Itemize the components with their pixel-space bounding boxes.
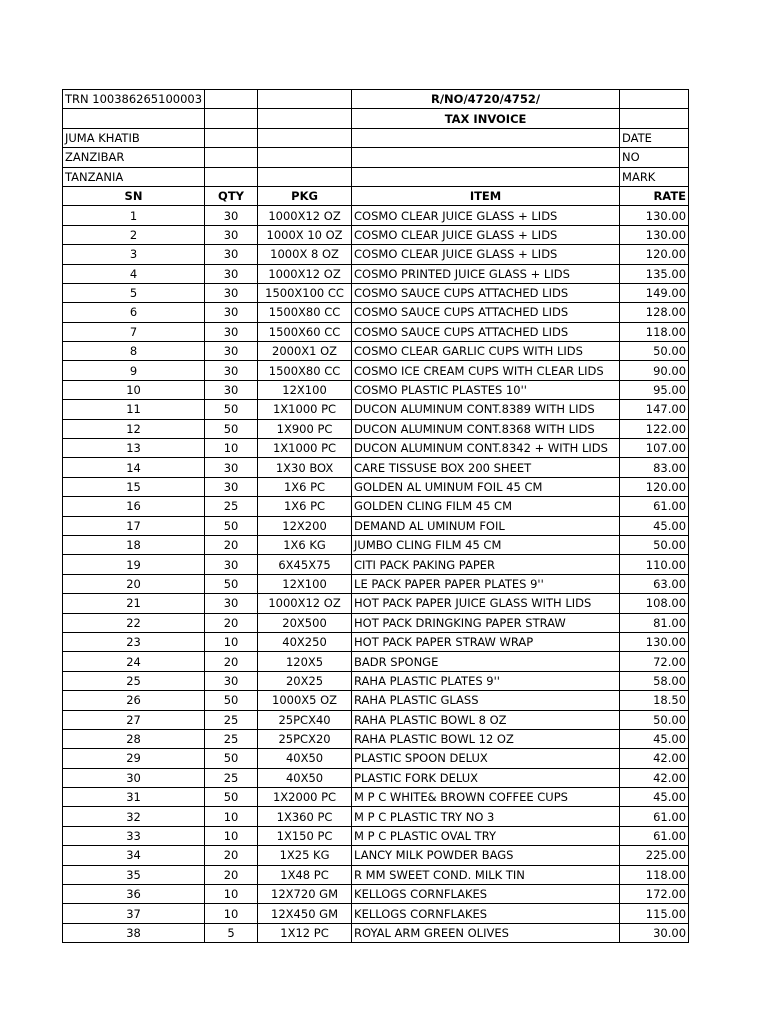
qty-cell[interactable]: 30 — [205, 555, 258, 574]
rate-cell[interactable]: 45.00 — [620, 788, 689, 807]
pkg-cell[interactable]: 1X6 KG — [258, 535, 352, 554]
qty-cell[interactable]: 25 — [205, 497, 258, 516]
qty-cell[interactable]: 10 — [205, 904, 258, 923]
rate-cell[interactable]: 110.00 — [620, 555, 689, 574]
item-cell[interactable]: RAHA PLASTIC BOWL 8 OZ — [352, 710, 620, 729]
pkg-cell[interactable]: 1000X12 OZ — [258, 264, 352, 283]
qty-cell[interactable]: 10 — [205, 632, 258, 651]
rate-cell[interactable]: 45.00 — [620, 516, 689, 535]
empty-cell[interactable] — [205, 128, 258, 147]
pkg-cell[interactable]: 1X2000 PC — [258, 788, 352, 807]
item-cell[interactable]: LANCY MILK POWDER BAGS — [352, 846, 620, 865]
item-cell[interactable]: CITI PACK PAKING PAPER — [352, 555, 620, 574]
pkg-cell[interactable]: 6X45X75 — [258, 555, 352, 574]
sn-cell[interactable]: 34 — [63, 846, 205, 865]
qty-cell[interactable]: 10 — [205, 826, 258, 845]
pkg-cell[interactable]: 12X100 — [258, 380, 352, 399]
sn-cell[interactable]: 31 — [63, 788, 205, 807]
qty-cell[interactable]: 30 — [205, 322, 258, 341]
pkg-cell[interactable]: 25PCX40 — [258, 710, 352, 729]
mark-label-cell[interactable]: MARK — [620, 167, 689, 186]
rate-cell[interactable]: 130.00 — [620, 632, 689, 651]
pkg-cell[interactable]: 1000X12 OZ — [258, 594, 352, 613]
item-cell[interactable]: HOT PACK PAPER STRAW WRAP — [352, 632, 620, 651]
table-row — [63, 303, 689, 322]
table-row — [63, 652, 689, 671]
sn-cell[interactable]: 4 — [63, 264, 205, 283]
empty-cell[interactable] — [258, 167, 352, 186]
rate-cell[interactable]: 120.00 — [620, 477, 689, 496]
rate-cell[interactable]: 118.00 — [620, 865, 689, 884]
sn-cell[interactable]: 35 — [63, 865, 205, 884]
ref-no-cell[interactable]: R/NO/4720/4752/ — [352, 90, 620, 109]
table-row — [63, 671, 689, 690]
sn-cell[interactable]: 30 — [63, 768, 205, 787]
table-row — [63, 497, 689, 516]
qty-cell[interactable]: 30 — [205, 225, 258, 244]
table-row — [63, 885, 689, 904]
sn-cell[interactable]: 29 — [63, 749, 205, 768]
table-row — [63, 477, 689, 496]
rate-cell[interactable]: 58.00 — [620, 671, 689, 690]
item-cell[interactable]: COSMO SAUCE CUPS ATTACHED LIDS — [352, 303, 620, 322]
rate-cell[interactable]: 118.00 — [620, 322, 689, 341]
no-label-cell[interactable]: NO — [620, 148, 689, 167]
qty-cell[interactable]: 50 — [205, 400, 258, 419]
rate-cell[interactable]: 42.00 — [620, 768, 689, 787]
pkg-cell[interactable]: 1X48 PC — [258, 865, 352, 884]
column-header-row — [63, 186, 689, 205]
sn-cell[interactable]: 23 — [63, 632, 205, 651]
item-cell[interactable]: HOT PACK PAPER JUICE GLASS WITH LIDS — [352, 594, 620, 613]
item-cell[interactable]: M P C PLASTIC OVAL TRY — [352, 826, 620, 845]
sn-cell[interactable]: 19 — [63, 555, 205, 574]
table-row — [63, 264, 689, 283]
sn-cell[interactable]: 15 — [63, 477, 205, 496]
table-row — [63, 225, 689, 244]
table-row — [63, 710, 689, 729]
sn-cell[interactable]: 24 — [63, 652, 205, 671]
sn-cell[interactable]: 27 — [63, 710, 205, 729]
pkg-cell[interactable]: 12X100 — [258, 574, 352, 593]
item-cell[interactable]: COSMO CLEAR JUICE GLASS + LIDS — [352, 245, 620, 264]
sn-cell[interactable]: 18 — [63, 535, 205, 554]
item-cell[interactable]: JUMBO CLING FILM 45 CM — [352, 535, 620, 554]
rate-cell[interactable]: 61.00 — [620, 497, 689, 516]
item-cell[interactable]: RAHA PLASTIC PLATES 9'' — [352, 671, 620, 690]
trn-cell[interactable]: TRN 100386265100003 — [63, 90, 205, 109]
rate-cell[interactable]: 18.50 — [620, 691, 689, 710]
item-cell[interactable]: DEMAND AL UMINUM FOIL — [352, 516, 620, 535]
rate-cell[interactable]: 42.00 — [620, 749, 689, 768]
qty-cell[interactable]: 20 — [205, 535, 258, 554]
sn-cell[interactable]: 14 — [63, 458, 205, 477]
empty-cell[interactable] — [205, 90, 258, 109]
item-cell[interactable]: GOLDEN CLING FILM 45 CM — [352, 497, 620, 516]
sn-cell[interactable]: 36 — [63, 885, 205, 904]
rate-cell[interactable]: 135.00 — [620, 264, 689, 283]
rate-cell[interactable]: 45.00 — [620, 729, 689, 748]
table-row — [63, 691, 689, 710]
pkg-cell[interactable]: 1X150 PC — [258, 826, 352, 845]
rate-cell[interactable]: 122.00 — [620, 419, 689, 438]
pkg-cell[interactable]: 1000X 10 OZ — [258, 225, 352, 244]
empty-cell[interactable] — [205, 167, 258, 186]
sn-cell[interactable]: 13 — [63, 439, 205, 458]
col-header-item[interactable]: ITEM — [352, 186, 620, 205]
rate-cell[interactable]: 130.00 — [620, 225, 689, 244]
table-row — [63, 380, 689, 399]
qty-cell[interactable]: 10 — [205, 439, 258, 458]
pkg-cell[interactable]: 1X360 PC — [258, 807, 352, 826]
qty-cell[interactable]: 25 — [205, 729, 258, 748]
qty-cell[interactable]: 30 — [205, 380, 258, 399]
rate-cell[interactable]: 225.00 — [620, 846, 689, 865]
col-header-rate[interactable]: RATE — [620, 186, 689, 205]
rate-cell[interactable]: 61.00 — [620, 826, 689, 845]
qty-cell[interactable]: 20 — [205, 846, 258, 865]
empty-cell[interactable] — [352, 148, 620, 167]
rate-cell[interactable]: 72.00 — [620, 652, 689, 671]
pkg-cell[interactable]: 1500X80 CC — [258, 303, 352, 322]
table-row — [63, 400, 689, 419]
rate-cell[interactable]: 149.00 — [620, 283, 689, 302]
pkg-cell[interactable]: 1X30 BOX — [258, 458, 352, 477]
sn-cell[interactable]: 17 — [63, 516, 205, 535]
qty-cell[interactable]: 5 — [205, 923, 258, 942]
rate-cell[interactable]: 30.00 — [620, 923, 689, 942]
sn-cell[interactable]: 7 — [63, 322, 205, 341]
header-row-title — [63, 109, 689, 128]
qty-cell[interactable]: 30 — [205, 477, 258, 496]
pkg-cell[interactable]: 20X25 — [258, 671, 352, 690]
table-row — [63, 419, 689, 438]
sn-cell[interactable]: 22 — [63, 613, 205, 632]
invoice-sheet — [62, 89, 689, 943]
table-row — [63, 826, 689, 845]
qty-cell[interactable]: 30 — [205, 342, 258, 361]
qty-cell[interactable]: 50 — [205, 516, 258, 535]
item-cell[interactable]: GOLDEN AL UMINUM FOIL 45 CM — [352, 477, 620, 496]
empty-cell[interactable] — [258, 128, 352, 147]
table-row — [63, 206, 689, 225]
item-cell[interactable]: M P C WHITE& BROWN COFFEE CUPS — [352, 788, 620, 807]
item-cell[interactable]: R MM SWEET COND. MILK TIN — [352, 865, 620, 884]
pkg-cell[interactable]: 1500X60 CC — [258, 322, 352, 341]
table-row — [63, 574, 689, 593]
item-cell[interactable]: BADR SPONGE — [352, 652, 620, 671]
rate-cell[interactable]: 95.00 — [620, 380, 689, 399]
doc-title-cell[interactable]: TAX INVOICE — [352, 109, 620, 128]
table-row — [63, 361, 689, 380]
qty-cell[interactable]: 30 — [205, 361, 258, 380]
qty-cell[interactable]: 20 — [205, 613, 258, 632]
table-row — [63, 807, 689, 826]
rate-cell[interactable]: 128.00 — [620, 303, 689, 322]
item-cell[interactable]: DUCON ALUMINUM CONT.8389 WITH LIDS — [352, 400, 620, 419]
table-row — [63, 594, 689, 613]
qty-cell[interactable]: 50 — [205, 749, 258, 768]
table-row — [63, 904, 689, 923]
rate-cell[interactable]: 50.00 — [620, 710, 689, 729]
table-row — [63, 729, 689, 748]
item-cell[interactable]: COSMO ICE CREAM CUPS WITH CLEAR LIDS — [352, 361, 620, 380]
qty-cell[interactable]: 30 — [205, 303, 258, 322]
empty-cell[interactable] — [258, 109, 352, 128]
rate-cell[interactable]: 90.00 — [620, 361, 689, 380]
pkg-cell[interactable]: 25PCX20 — [258, 729, 352, 748]
item-cell[interactable]: COSMO CLEAR JUICE GLASS + LIDS — [352, 225, 620, 244]
sn-cell[interactable]: 25 — [63, 671, 205, 690]
sn-cell[interactable]: 38 — [63, 923, 205, 942]
rate-cell[interactable]: 172.00 — [620, 885, 689, 904]
sn-cell[interactable]: 16 — [63, 497, 205, 516]
party-name-cell[interactable]: JUMA KHATIB — [63, 128, 205, 147]
col-header-sn[interactable]: SN — [63, 186, 205, 205]
pkg-cell[interactable]: 40X50 — [258, 749, 352, 768]
item-cell[interactable]: HOT PACK DRINGKING PAPER STRAW — [352, 613, 620, 632]
qty-cell[interactable]: 50 — [205, 574, 258, 593]
pkg-cell[interactable]: 1500X100 CC — [258, 283, 352, 302]
table-row — [63, 439, 689, 458]
rate-cell[interactable]: 61.00 — [620, 807, 689, 826]
sn-cell[interactable]: 8 — [63, 342, 205, 361]
qty-cell[interactable]: 30 — [205, 594, 258, 613]
pkg-cell[interactable]: 12X720 GM — [258, 885, 352, 904]
table-row — [63, 516, 689, 535]
sn-cell[interactable]: 9 — [63, 361, 205, 380]
pkg-cell[interactable]: 1000X 8 OZ — [258, 245, 352, 264]
table-row — [63, 458, 689, 477]
sn-cell[interactable]: 10 — [63, 380, 205, 399]
item-cell[interactable]: COSMO SAUCE CUPS ATTACHED LIDS — [352, 283, 620, 302]
table-row — [63, 555, 689, 574]
party-country-cell[interactable]: TANZANIA — [63, 167, 205, 186]
item-cell[interactable]: PLASTIC SPOON DELUX — [352, 749, 620, 768]
table-row — [63, 749, 689, 768]
rate-cell[interactable]: 147.00 — [620, 400, 689, 419]
header-row-party-3 — [63, 167, 689, 186]
qty-cell[interactable]: 30 — [205, 264, 258, 283]
item-cell[interactable]: ROYAL ARM GREEN OLIVES — [352, 923, 620, 942]
table-row — [63, 788, 689, 807]
item-cell[interactable]: COSMO PLASTIC PLASTES 10'' — [352, 380, 620, 399]
empty-cell[interactable] — [620, 109, 689, 128]
item-cell[interactable]: COSMO PRINTED JUICE GLASS + LIDS — [352, 264, 620, 283]
pkg-cell[interactable]: 1500X80 CC — [258, 361, 352, 380]
party-city-cell[interactable]: ZANZIBAR — [63, 148, 205, 167]
empty-cell[interactable] — [205, 148, 258, 167]
empty-cell[interactable] — [258, 148, 352, 167]
qty-cell[interactable]: 30 — [205, 283, 258, 302]
pkg-cell[interactable]: 20X500 — [258, 613, 352, 632]
sn-cell[interactable]: 2 — [63, 225, 205, 244]
qty-cell[interactable]: 50 — [205, 419, 258, 438]
item-cell[interactable]: PLASTIC FORK DELUX — [352, 768, 620, 787]
table-row — [63, 342, 689, 361]
table-row — [63, 923, 689, 942]
qty-cell[interactable]: 50 — [205, 691, 258, 710]
empty-cell[interactable] — [620, 90, 689, 109]
qty-cell[interactable]: 25 — [205, 710, 258, 729]
rate-cell[interactable]: 63.00 — [620, 574, 689, 593]
item-cell[interactable]: COSMO SAUCE CUPS ATTACHED LIDS — [352, 322, 620, 341]
date-label-cell[interactable]: DATE — [620, 128, 689, 147]
table-row — [63, 768, 689, 787]
pkg-cell[interactable]: 1000X5 OZ — [258, 691, 352, 710]
item-cell[interactable]: DUCON ALUMINUM CONT.8368 WITH LIDS — [352, 419, 620, 438]
rate-cell[interactable]: 130.00 — [620, 206, 689, 225]
sn-cell[interactable]: 26 — [63, 691, 205, 710]
rate-cell[interactable]: 120.00 — [620, 245, 689, 264]
table-row — [63, 245, 689, 264]
sn-cell[interactable]: 5 — [63, 283, 205, 302]
empty-cell[interactable] — [352, 167, 620, 186]
item-cell[interactable]: CARE TISSUSE BOX 200 SHEET — [352, 458, 620, 477]
table-row — [63, 632, 689, 651]
pkg-cell[interactable]: 1000X12 OZ — [258, 206, 352, 225]
empty-cell[interactable] — [205, 109, 258, 128]
empty-cell[interactable] — [352, 128, 620, 147]
pkg-cell[interactable]: 1X12 PC — [258, 923, 352, 942]
sn-cell[interactable]: 11 — [63, 400, 205, 419]
qty-cell[interactable]: 30 — [205, 458, 258, 477]
item-cell[interactable]: LE PACK PAPER PAPER PLATES 9'' — [352, 574, 620, 593]
pkg-cell[interactable]: 1X6 PC — [258, 497, 352, 516]
sn-cell[interactable]: 32 — [63, 807, 205, 826]
sn-cell[interactable]: 20 — [63, 574, 205, 593]
table-row — [63, 865, 689, 884]
item-cell[interactable]: KELLOGS CORNFLAKES — [352, 885, 620, 904]
rate-cell[interactable]: 50.00 — [620, 342, 689, 361]
rate-cell[interactable]: 83.00 — [620, 458, 689, 477]
sn-cell[interactable]: 6 — [63, 303, 205, 322]
pkg-cell[interactable]: 12X450 GM — [258, 904, 352, 923]
sn-cell[interactable]: 28 — [63, 729, 205, 748]
col-header-pkg[interactable]: PKG — [258, 186, 352, 205]
rate-cell[interactable]: 107.00 — [620, 439, 689, 458]
empty-cell[interactable] — [63, 109, 205, 128]
item-cell[interactable]: M P C PLASTIC TRY NO 3 — [352, 807, 620, 826]
sn-cell[interactable]: 37 — [63, 904, 205, 923]
pkg-cell[interactable]: 40X250 — [258, 632, 352, 651]
qty-cell[interactable]: 20 — [205, 652, 258, 671]
sn-cell[interactable]: 21 — [63, 594, 205, 613]
qty-cell[interactable]: 30 — [205, 245, 258, 264]
pkg-cell[interactable]: 1X900 PC — [258, 419, 352, 438]
header-row-party-1 — [63, 128, 689, 147]
table-row — [63, 283, 689, 302]
pkg-cell[interactable]: 1X1000 PC — [258, 439, 352, 458]
rate-cell[interactable]: 108.00 — [620, 594, 689, 613]
sn-cell[interactable]: 12 — [63, 419, 205, 438]
header-row-party-2 — [63, 148, 689, 167]
pkg-cell[interactable]: 40X50 — [258, 768, 352, 787]
qty-cell[interactable]: 10 — [205, 807, 258, 826]
pkg-cell[interactable]: 1X25 KG — [258, 846, 352, 865]
rate-cell[interactable]: 81.00 — [620, 613, 689, 632]
qty-cell[interactable]: 25 — [205, 768, 258, 787]
sn-cell[interactable]: 1 — [63, 206, 205, 225]
item-cell[interactable]: RAHA PLASTIC BOWL 12 OZ — [352, 729, 620, 748]
pkg-cell[interactable]: 2000X1 OZ — [258, 342, 352, 361]
table-row — [63, 535, 689, 554]
item-cell[interactable]: KELLOGS CORNFLAKES — [352, 904, 620, 923]
qty-cell[interactable]: 30 — [205, 671, 258, 690]
sheet-body — [63, 90, 689, 943]
item-cell[interactable]: COSMO CLEAR GARLIC CUPS WITH LIDS — [352, 342, 620, 361]
table-row — [63, 613, 689, 632]
item-cell[interactable]: RAHA PLASTIC GLASS — [352, 691, 620, 710]
pkg-cell[interactable]: 12X200 — [258, 516, 352, 535]
rate-cell[interactable]: 115.00 — [620, 904, 689, 923]
pkg-cell[interactable]: 1X1000 PC — [258, 400, 352, 419]
empty-cell[interactable] — [258, 90, 352, 109]
qty-cell[interactable]: 10 — [205, 885, 258, 904]
col-header-qty[interactable]: QTY — [205, 186, 258, 205]
item-cell[interactable]: COSMO CLEAR JUICE GLASS + LIDS — [352, 206, 620, 225]
qty-cell[interactable]: 20 — [205, 865, 258, 884]
pkg-cell[interactable]: 1X6 PC — [258, 477, 352, 496]
sn-cell[interactable]: 3 — [63, 245, 205, 264]
rate-cell[interactable]: 50.00 — [620, 535, 689, 554]
sn-cell[interactable]: 33 — [63, 826, 205, 845]
pkg-cell[interactable]: 120X5 — [258, 652, 352, 671]
table-row — [63, 322, 689, 341]
qty-cell[interactable]: 50 — [205, 788, 258, 807]
qty-cell[interactable]: 30 — [205, 206, 258, 225]
item-cell[interactable]: DUCON ALUMINUM CONT.8342 + WITH LIDS — [352, 439, 620, 458]
table-row — [63, 846, 689, 865]
header-row-trn — [63, 90, 689, 109]
